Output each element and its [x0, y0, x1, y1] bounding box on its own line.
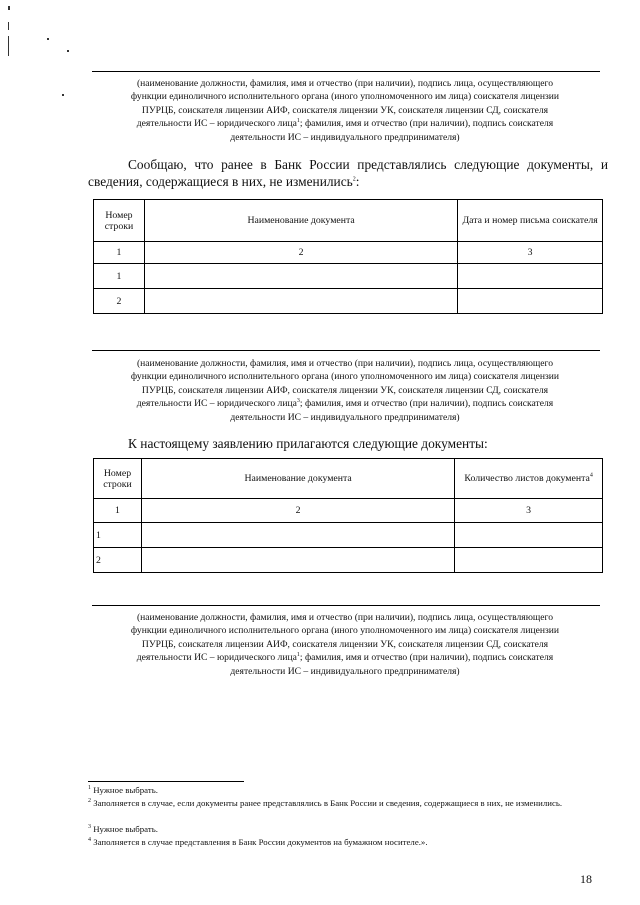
table-header-row: [94, 200, 603, 242]
signature-caption: [95, 77, 595, 144]
header-row-number: Номер строки: [94, 459, 142, 499]
scan-mark: [8, 36, 9, 56]
caption-line: деятельности ИС – индивидуального предпринимателя): [230, 411, 460, 423]
scan-mark: [47, 38, 49, 40]
caption-line: (наименование должности, фамилия, имя и отчество (при наличии), подпись лица, осуществляющего: [136, 612, 554, 623]
footnote: $^4$ Заполняется в случае представления в Банк России документов на бумажном носителе.».: [88, 837, 428, 847]
header-sheet-count: Количество листов документа$^4$: [455, 459, 603, 499]
caption-line: функции единоличного исполнительного органа (иного уполномоченного им лица) соискателя лицензии: [130, 371, 560, 383]
table-row: 2: [94, 548, 603, 573]
caption-line: деятельности ИС – юридического лица$^1$; фамилия, имя и отчество (при наличии), подпись соискателя: [136, 118, 554, 130]
caption-line: деятельности ИС – индивидуального предпринимателя): [230, 665, 460, 677]
caption-line: ПУРЦБ, соискателя лицензии АИФ, соискателя лицензии УК, соискателя лицензии СД, соискателя: [141, 104, 549, 116]
caption-line: (наименование должности, фамилия, имя и отчество (при наличии), подпись лица, осуществляющего: [136, 78, 554, 89]
table-number-row: 1 2 3: [94, 499, 603, 523]
header-document-name: Наименование документа: [144, 200, 457, 242]
signature-line: [92, 605, 600, 606]
header-document-name: Наименование документа: [141, 459, 454, 499]
header-row-number: Номер строки: [94, 200, 145, 242]
scan-mark: [8, 22, 9, 30]
statement-paragraph: Сообщаю, что ранее в Банк России представлялись следующие документы, и сведения, содержащиеся в них, не изменились$^2$:: [88, 157, 608, 189]
caption-line: ПУРЦБ, соискателя лицензии АИФ, соискателя лицензии УК, соискателя лицензии СД, соискателя: [141, 638, 549, 650]
caption-line: деятельности ИС – юридического лица$^1$; фамилия, имя и отчество (при наличии), подпись соискателя: [136, 652, 554, 664]
caption-line: функции единоличного исполнительного органа (иного уполномоченного им лица) соискателя лицензии: [130, 91, 560, 103]
caption-line: деятельности ИС – индивидуального предпринимателя): [230, 131, 460, 143]
attachments-paragraph: К настоящему заявлению прилагаются следующие документы:: [128, 436, 488, 451]
footnote: $^2$ Заполняется в случае, если документы ранее представлялись в Банк России и сведения, содержащиеся в них, не изменились.: [88, 798, 563, 808]
table-row: 1: [94, 264, 603, 289]
attached-documents-table: [93, 458, 603, 573]
page-number: 18: [580, 872, 592, 886]
table-row: 2: [94, 289, 603, 314]
previous-documents-table: [93, 199, 603, 314]
table-row: 1: [94, 523, 603, 548]
caption-line: деятельности ИС – юридического лица$^3$; фамилия, имя и отчество (при наличии), подпись соискателя: [136, 398, 554, 410]
footnote: $^3$ Нужное выбрать.: [88, 824, 158, 834]
caption-line: ПУРЦБ, соискателя лицензии АИФ, соискателя лицензии УК, соискателя лицензии СД, соискателя: [141, 384, 549, 396]
caption-line: функции единоличного исполнительного органа (иного уполномоченного им лица) соискателя лицензии: [130, 625, 560, 637]
header-letter-date: Дата и номер письма соискателя: [458, 200, 603, 242]
caption-line: (наименование должности, фамилия, имя и отчество (при наличии), подпись лица, осуществляющего: [136, 358, 554, 369]
scan-mark: [8, 6, 10, 10]
footnote: $^1$ Нужное выбрать.: [88, 785, 158, 795]
signature-line: [92, 71, 600, 72]
table-number-row: 1 2 3: [94, 242, 603, 264]
signature-caption: [95, 611, 595, 678]
signature-caption: [95, 357, 595, 424]
scan-mark: [67, 50, 69, 52]
scan-mark: [62, 94, 64, 96]
table-header-row: [94, 459, 603, 499]
footnote-separator: [88, 781, 244, 782]
signature-line: [92, 350, 600, 351]
